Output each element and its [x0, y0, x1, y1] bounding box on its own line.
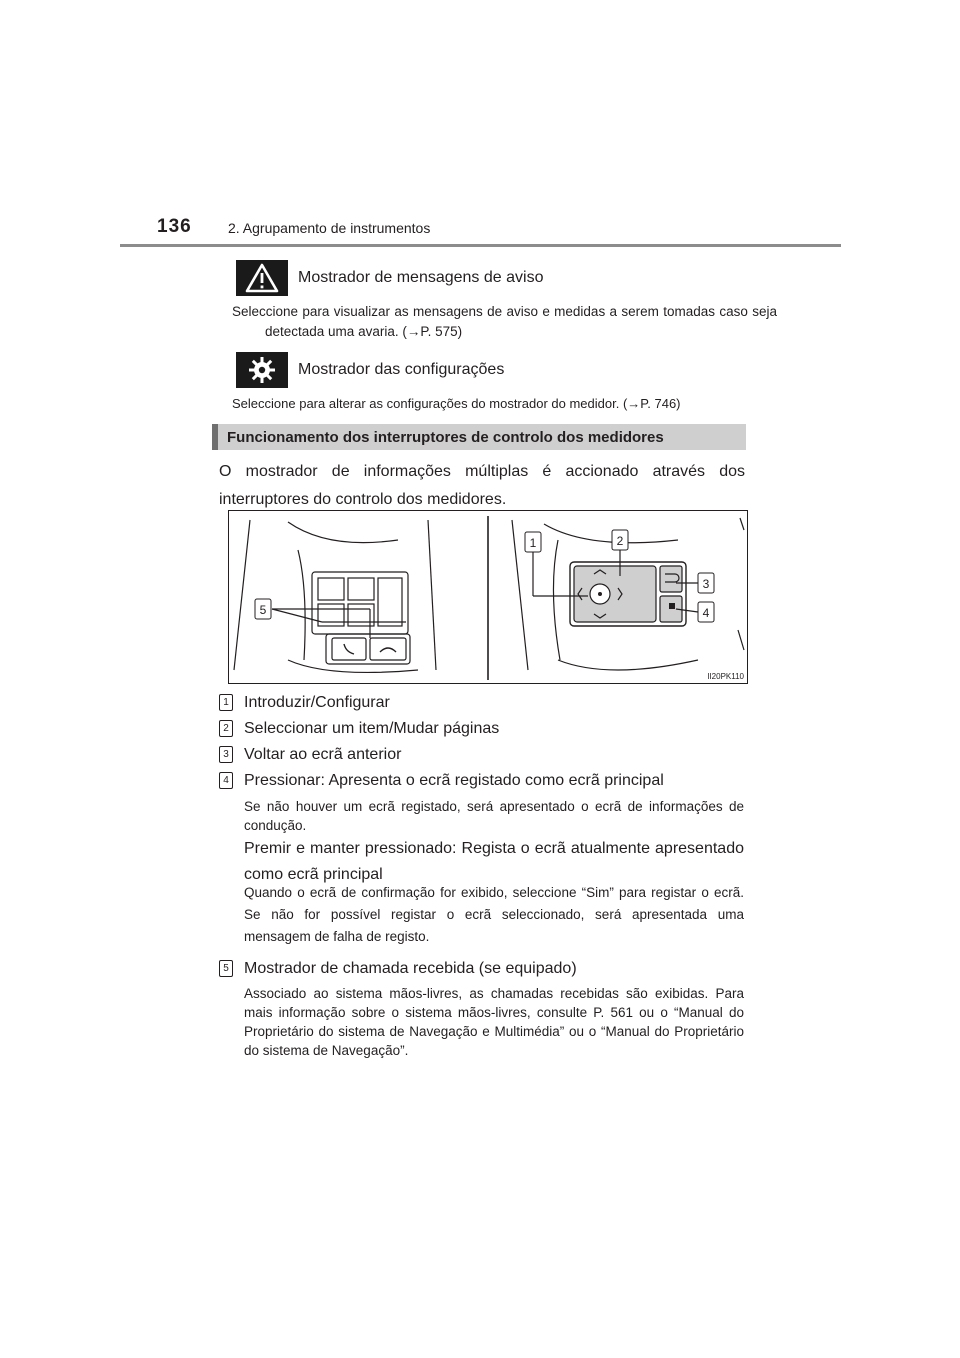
callout-1: 1	[529, 536, 537, 550]
steering-switch-illustration	[228, 510, 748, 684]
item-5-label: Mostrador de chamada recebida (se equipado)	[244, 960, 577, 977]
item-3-label: Voltar ao ecrã anterior	[244, 746, 402, 763]
item-4-label: Pressionar: Apresenta o ecrã registado como ecrã principal	[244, 772, 664, 789]
figure-code: II20PK110	[707, 672, 744, 681]
section-heading-bar	[212, 424, 746, 450]
item-5-note: Associado ao sistema mãos-livres, as chamadas recebidas são exibidas. Para mais informação sobre o sistema mãos-livres, consulte P. 561 ou o “Manual do Proprietário do sistema de Navegação e Multimédia” ou o “Manual do Proprietário do sistema de Navegação”.	[244, 986, 744, 1058]
callout-3: 3	[702, 577, 710, 591]
item-4-hold-label: Premir e manter pressionado: Regista o ecrã atualmente apresentado como ecrã principal	[244, 840, 744, 883]
section-title: 2. Agrupamento de instrumentos	[228, 220, 431, 236]
section-heading: Funcionamento dos interruptores de controlo dos medidores	[227, 428, 664, 446]
item-2-badge: 2	[219, 720, 233, 737]
header-divider	[120, 244, 841, 247]
gear-icon	[248, 356, 276, 384]
item-1-label: Introduzir/Configurar	[244, 694, 390, 711]
item-4-hold-note: Quando o ecrã de confirmação for exibido, seleccione “Sim” para registar o ecrã. Se não for possível registar o ecrã seleccionado, será apresentada uma mensagem de falha de registo.	[244, 885, 744, 944]
callout-2: 2	[616, 534, 624, 548]
page-number: 136	[157, 216, 192, 237]
item-5-badge: 5	[219, 960, 233, 977]
section-intro: O mostrador de informações múltiplas é accionado através dos interruptores do controlo dos medidores.	[219, 463, 745, 508]
item-2-label: Seleccionar um item/Mudar páginas	[244, 720, 500, 737]
steering-switch-figure	[228, 510, 748, 684]
settings-display-description: Seleccione para alterar as configurações do mostrador do medidor. (→P. 746)	[232, 396, 681, 411]
callout-4: 4	[702, 606, 710, 620]
callout-5: 5	[259, 603, 267, 617]
item-1-badge: 1	[219, 694, 233, 711]
item-4-badge: 4	[219, 772, 233, 789]
item-3-badge: 3	[219, 746, 233, 763]
warning-display-label: Mostrador de mensagens de aviso	[298, 269, 544, 286]
warning-triangle-icon	[245, 263, 279, 293]
warning-display-description: Seleccione para visualizar as mensagens de aviso e medidas a serem tomadas caso seja detectada uma avaria. (→P. 575)	[232, 304, 777, 339]
settings-icon-box	[236, 352, 288, 388]
item-4-note: Se não houver um ecrã registado, será apresentado o ecrã de informações de condução.	[244, 799, 744, 833]
settings-display-label: Mostrador das configurações	[298, 361, 505, 378]
warning-icon-box	[236, 260, 288, 296]
